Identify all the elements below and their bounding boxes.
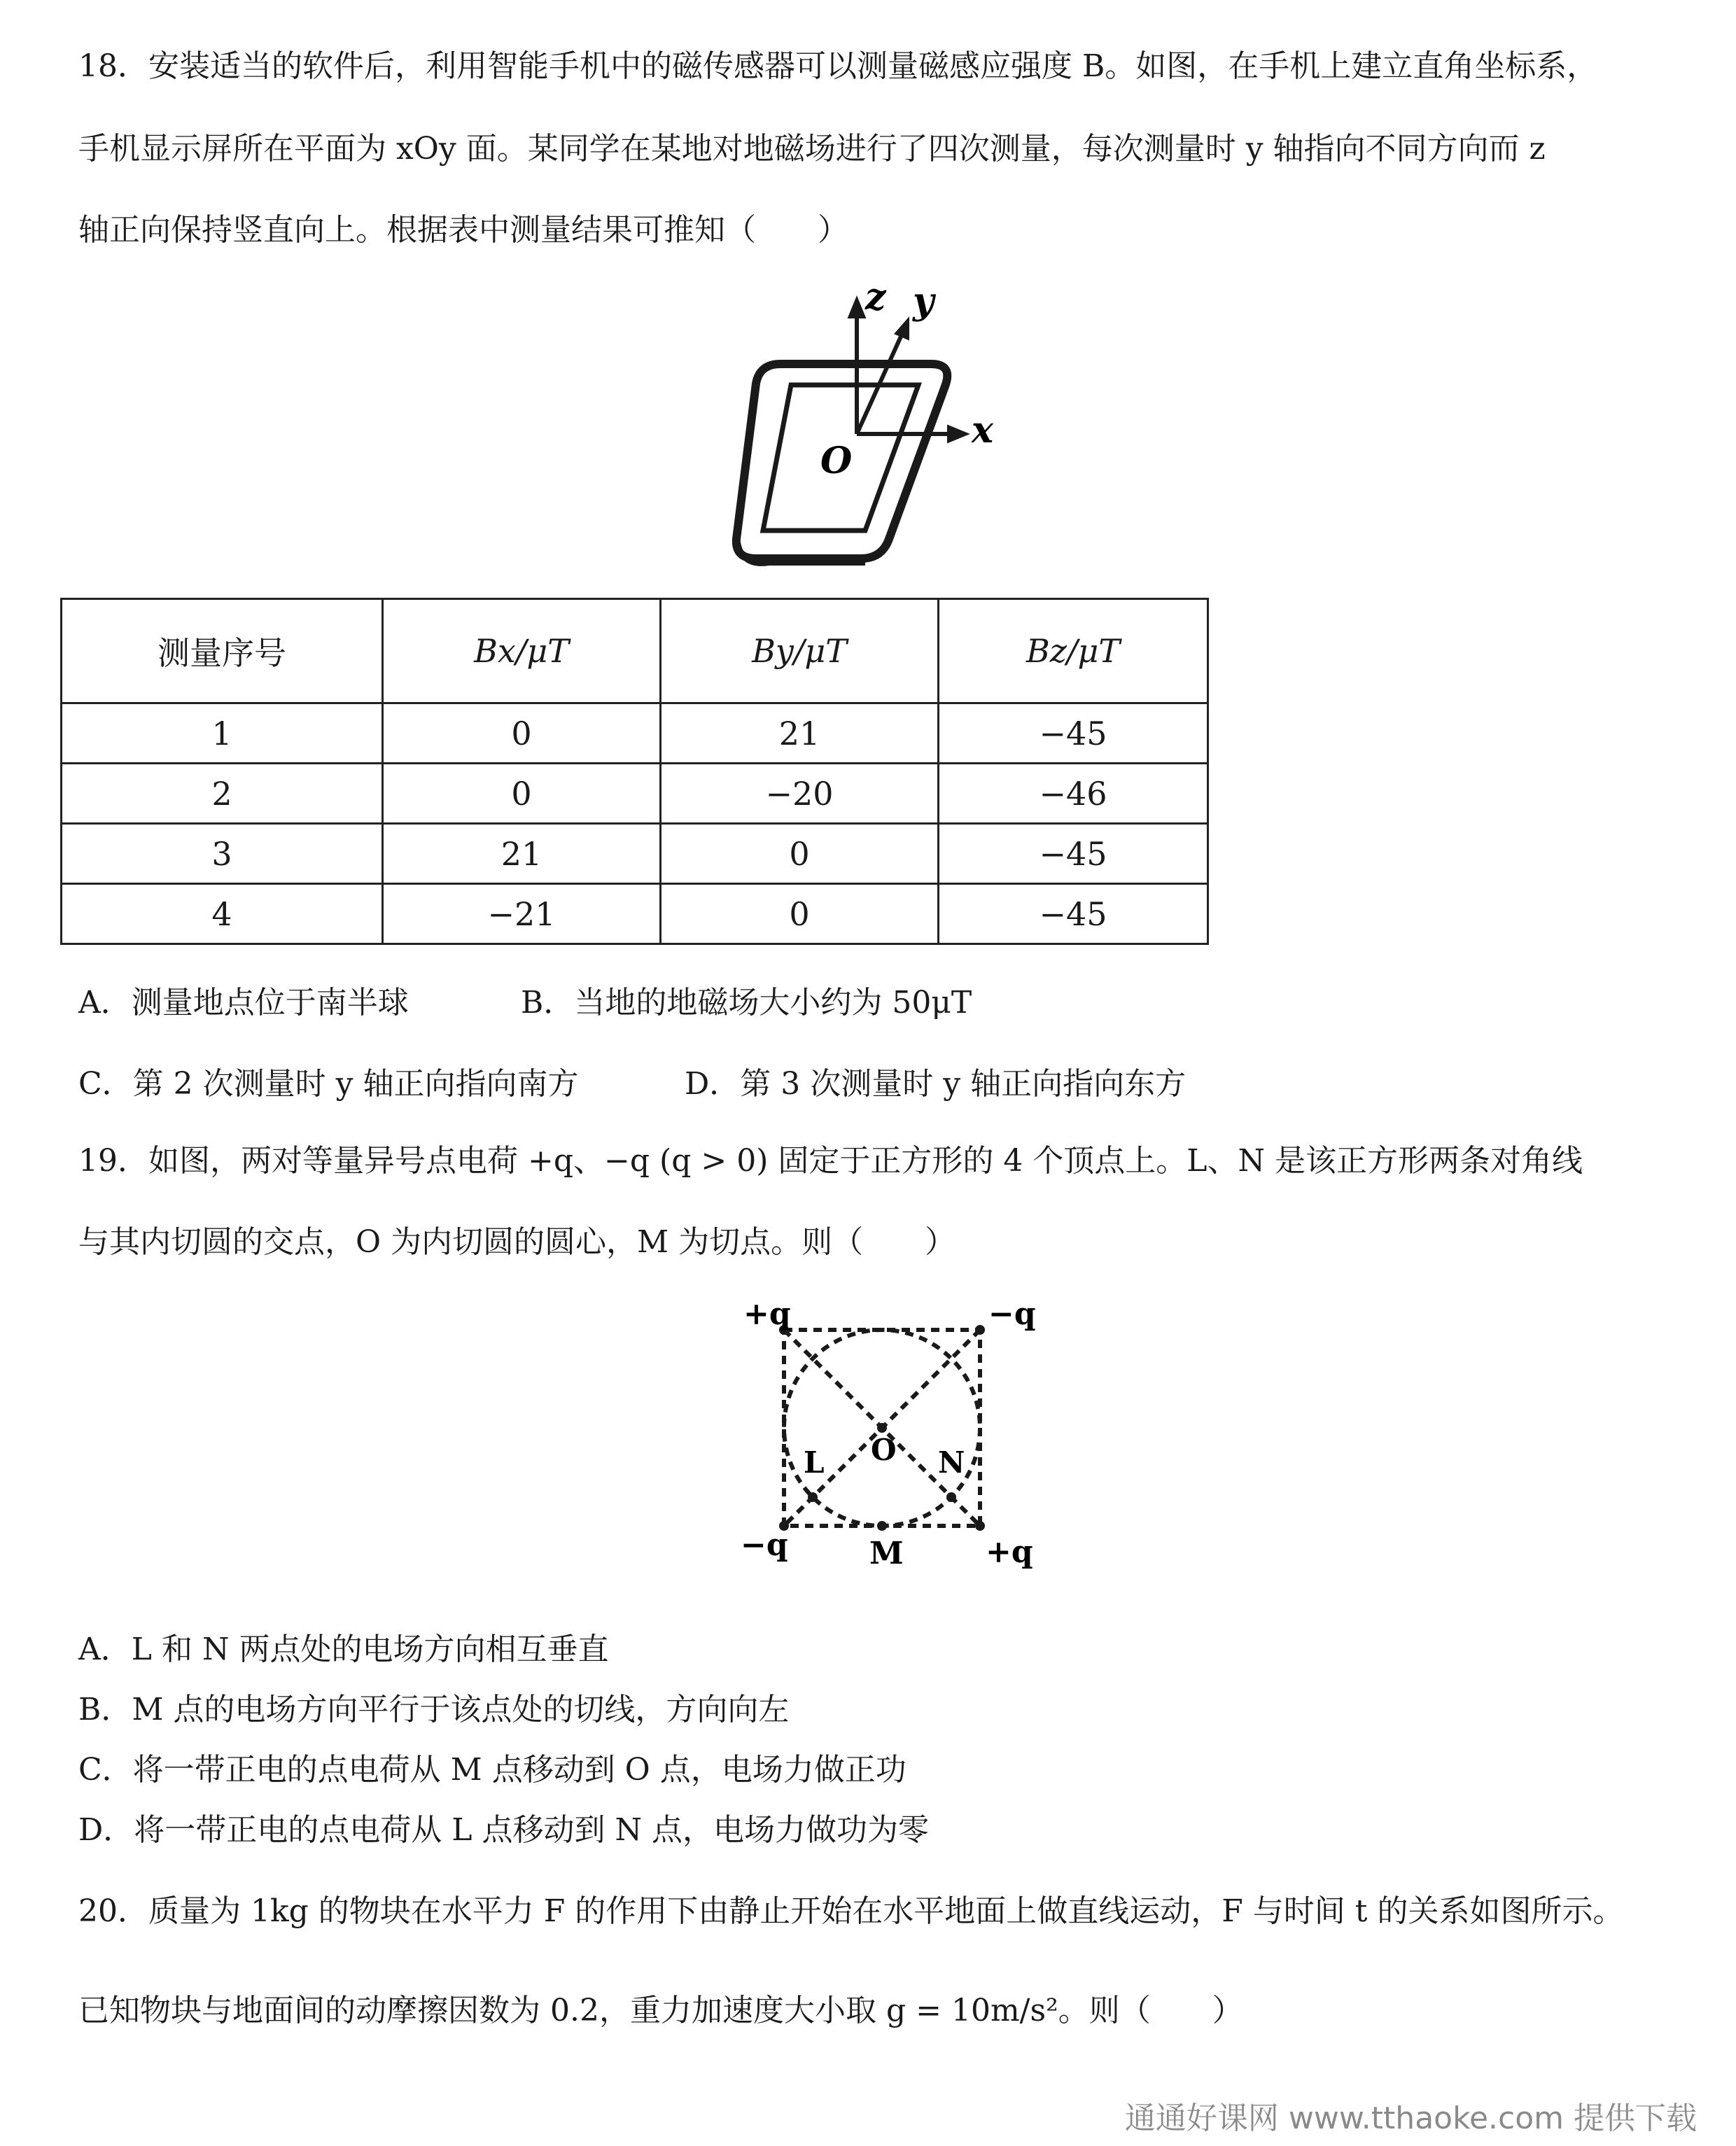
table-cell: 1 <box>62 703 383 764</box>
q18-option-d: D．第 3 次测量时 y 轴正向指向东方 <box>685 1066 1186 1102</box>
watermark-footer: 通通好课网 www.tthaoke.com 提供下载 <box>1124 2101 1697 2136</box>
q20-text-line-1: 20．质量为 1kg 的物块在水平力 F 的作用下由静止开始在水平地面上做直线运动，F 与时间 t 的关系如图所示。 <box>78 1893 1624 1929</box>
q18-option-b: B．当地的地磁场大小约为 50μT <box>521 985 972 1021</box>
axis-z-label: z <box>865 280 886 318</box>
table-cell: 3 <box>62 824 383 884</box>
point-o-label: O <box>871 1433 897 1467</box>
table-cell: 0 <box>661 884 939 944</box>
charge-top-right-dot <box>975 1325 985 1335</box>
table-cell: 21 <box>661 703 939 764</box>
point-n-dot <box>946 1492 956 1502</box>
point-n-label: N <box>938 1445 965 1480</box>
axis-x-label: x <box>972 409 994 451</box>
table-cell: −21 <box>383 884 661 944</box>
q18-text-line-3: 轴正向保持竖直向上。根据表中测量结果可推知（ ） <box>78 212 848 248</box>
table-header-cell: Bx/μT <box>383 599 661 703</box>
point-l-label: L <box>804 1445 825 1480</box>
table-cell: −46 <box>939 764 1208 824</box>
table-header-cell: By/μT <box>661 599 939 703</box>
table-row <box>62 703 1208 764</box>
table-cell: −45 <box>939 884 1208 944</box>
q18-text-line-1: 18．安装适当的软件后，利用智能手机中的磁传感器可以测量磁感应强度 B。如图，在手机上建立直角坐标系， <box>78 48 1598 84</box>
table-header-cell: 测量序号 <box>62 599 383 703</box>
charge-top-right-label: −q <box>988 1296 1036 1332</box>
q19-option-c: C．将一带正电的点电荷从 M 点移动到 O 点，电场力做正功 <box>78 1752 906 1788</box>
measurement-table <box>60 598 1209 945</box>
origin-label: O <box>820 440 853 482</box>
table-cell: −20 <box>661 764 939 824</box>
point-l-dot <box>808 1492 818 1502</box>
table-cell: −45 <box>939 824 1208 884</box>
table-cell: 4 <box>62 884 383 944</box>
charge-bottom-right-label: +q <box>986 1534 1033 1570</box>
table-row <box>62 824 1208 884</box>
point-o-dot <box>877 1423 887 1433</box>
q18-option-a: A．测量地点位于南半球 <box>78 985 409 1021</box>
charge-bottom-right-dot <box>975 1521 985 1531</box>
axis-y-label: y <box>913 280 934 323</box>
table-cell: 0 <box>383 703 661 764</box>
charge-bottom-left-label: −q <box>741 1527 788 1563</box>
q18-option-c: C．第 2 次测量时 y 轴正向指向南方 <box>78 1066 579 1102</box>
q19-text-line-1: 19．如图，两对等量异号点电荷 +q、−q (q > 0) 固定于正方形的 4 个顶点上。L、N 是该正方形两条对角线 <box>78 1143 1583 1179</box>
table-header-cell: Bz/μT <box>939 599 1208 703</box>
table-row <box>62 764 1208 824</box>
table-cell: 21 <box>383 824 661 884</box>
table-row <box>62 884 1208 944</box>
q19-text-line-2: 与其内切圆的交点，O 为内切圆的圆心，M 为切点。则（ ） <box>78 1224 956 1260</box>
table-header-row <box>62 599 1208 703</box>
q19-option-a: A．L 和 N 两点处的电场方向相互垂直 <box>78 1632 609 1667</box>
point-m-dot <box>877 1521 887 1531</box>
table-cell: 2 <box>62 764 383 824</box>
q18-text-line-2: 手机显示屏所在平面为 xOy 面。某同学在某地对地磁场进行了四次测量，每次测量时 y 轴指向不同方向而 z <box>78 131 1546 167</box>
q20-text-line-2: 已知物块与地面间的动摩擦因数为 0.2，重力加速度大小取 g = 10m/s²。则（ ） <box>78 1993 1243 2028</box>
q19-square-figure <box>728 1295 1036 1575</box>
point-m-label: M <box>869 1536 904 1571</box>
table-cell: −45 <box>939 703 1208 764</box>
table-cell: 0 <box>661 824 939 884</box>
q18-phone-figure <box>728 280 1036 567</box>
q19-option-b: B．M 点的电场方向平行于该点处的切线，方向向左 <box>78 1692 790 1727</box>
q19-option-d: D．将一带正电的点电荷从 L 点移动到 N 点，电场力做功为零 <box>78 1812 929 1848</box>
table-cell: 0 <box>383 764 661 824</box>
charge-top-left-label: +q <box>743 1296 791 1332</box>
